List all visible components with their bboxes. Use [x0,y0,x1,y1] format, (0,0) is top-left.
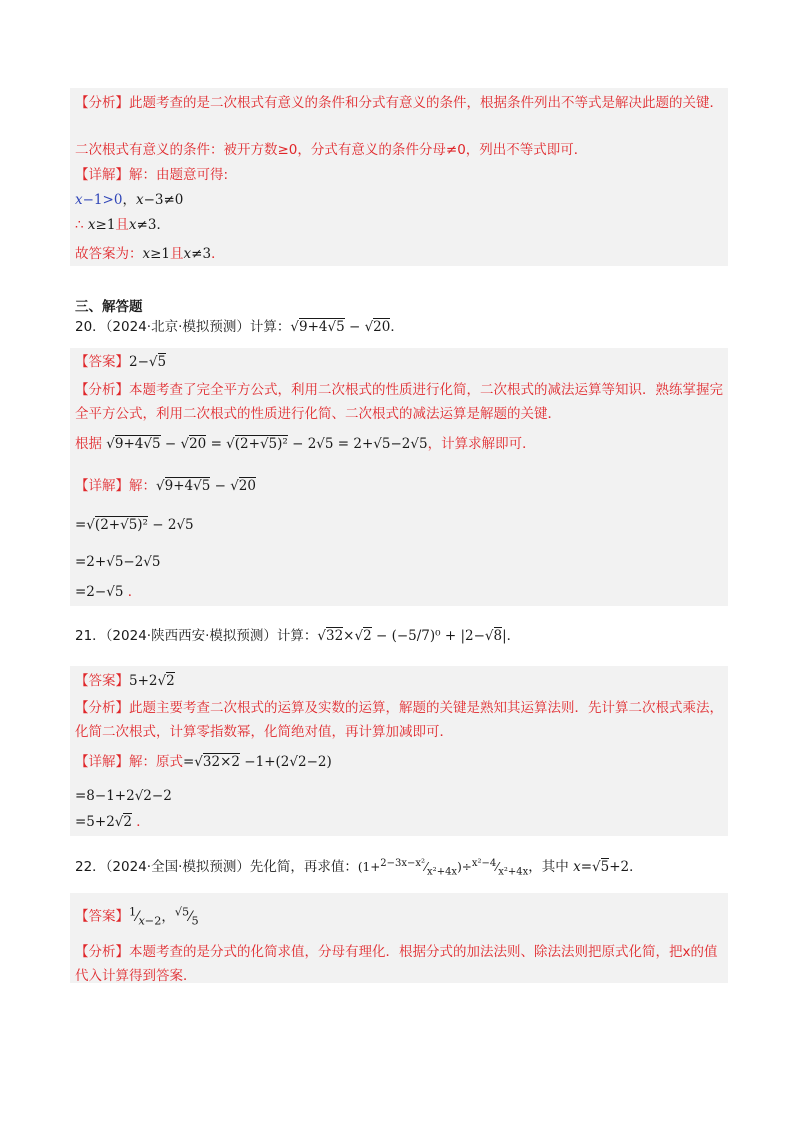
analysis-label: 【分析】 [75,382,129,398]
answer-label: 【答案】 [75,908,129,925]
q19-conditions: 二次根式有意义的条件：被开方数≥0，分式有意义的条件分母≠0，列出不等式即可． [75,142,588,158]
q21-step2: =5+2√2 ． [75,814,150,830]
detail-label: 【详解】 [75,754,129,770]
q20-analysis [75,378,725,426]
analysis-label: 【分析】 [75,700,129,716]
analysis-label: 【分析】 [75,95,129,111]
q21-step1: =8−1+2√2−2 [75,788,172,804]
analysis-text: 此题考查的是二次根式有意义的条件和分式有意义的条件，根据条件列出不等式是解决此题的关键． [129,95,723,111]
q21-question: 21．（2024·陕西西安·模拟预测）计算：√32×√2 − (−5/7)⁰ + |2−√8|． [75,628,521,644]
q21-analysis [75,696,725,744]
answer-label: 【答案】 [75,354,129,370]
q22-question: 22．（2024·全国·模拟预测）先化简，再求值：$(1+^{2-3x-x^2}⁄_{x^2+4x})\div^{x^2-4}⁄_{x^2+4x}$，其中 x=√5+2． [75,858,643,878]
detail-label: 【详解】 [75,167,129,183]
q20-answer: 【答案】2−√5 [75,354,167,370]
q20-step3: =2−√5 ． [75,584,142,600]
q20-hint: 根据 √9+4√5 − √20 = √(2+√5)² − 2√5 = 2+√5−2√5，计算求解即可． [75,436,536,452]
q20-question: 20．（2024·北京·模拟预测）计算：√9+4√5 − √20． [75,319,404,335]
detail-label: 【详解】 [75,478,129,494]
q20-detail: 【详解】解：√9+4√5 − √20 [75,478,256,494]
analysis-text: 本题考查的是分式的化简求值，分母有理化．根据分式的加法法则、除法法则把原式化简，把x的值代入计算得到答案． [75,944,718,984]
analysis-label: 【分析】 [75,944,129,960]
q19-analysis [75,92,725,114]
q19-final: 故答案为：x≥1且x≠3． [75,246,225,262]
q22-answer: 【答案】$^1⁄_{x-2}$，$^{√5}⁄_5$ [75,905,199,928]
analysis-text: 此题主要考查二次根式的运算及实数的运算，解题的关键是熟知其运算法则．先计算二次根式乘法，化简二次根式，计算零指数幂，化简绝对值，再计算加减即可． [75,700,723,740]
answer-label: 【答案】 [75,673,129,689]
q21-solution-block [70,666,728,836]
detail-text: 解：由题意可得: [129,167,229,183]
q21-detail: 【详解】解：原式=√32×2 −1+(2√2−2) [75,754,332,770]
q22-analysis [75,940,725,988]
q19-step2: ∴ x≥1且x≠3． [75,217,170,233]
q21-answer: 【答案】5+2√2 [75,673,175,689]
q19-step1: x−1>0，x−3≠0 [75,192,184,208]
section-title: 三、解答题 [75,299,143,315]
q20-step2: =2+√5−2√5 [75,554,161,570]
q19-detail [75,165,228,185]
analysis-text: 本题考查了完全平方公式，利用二次根式的性质进行化简，二次根式的减法运算等知识．熟练掌握完全平方公式，利用二次根式的性质进行化简、二次根式的减法运算是解题的关键． [75,382,723,422]
q20-step1: =√(2+√5)² − 2√5 [75,517,194,533]
